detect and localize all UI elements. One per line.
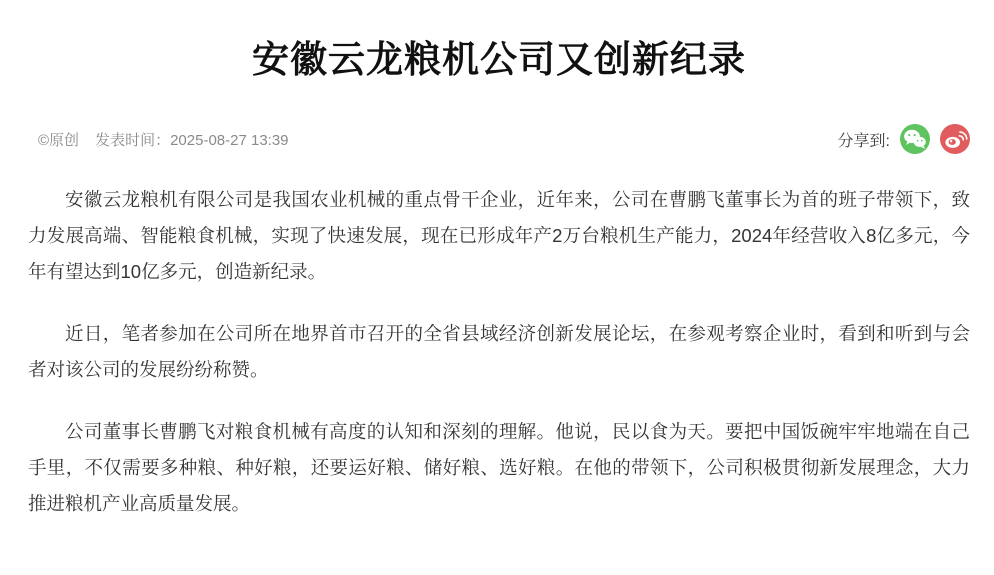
weibo-icon — [940, 124, 970, 154]
share-bar — [838, 124, 970, 154]
article-page — [0, 36, 994, 575]
copyright-badge: ©原创 — [38, 131, 80, 149]
share-wechat-button[interactable] — [900, 124, 930, 154]
meta-info — [28, 129, 289, 150]
share-label: 分享到: — [837, 132, 890, 150]
publish-time-value: 2025-08-27 13:39 — [170, 131, 289, 149]
article-title: 安徽云龙粮机公司又创新纪录 — [252, 39, 746, 80]
wechat-icon — [900, 124, 930, 154]
paragraph: 近日，笔者参加在公司所在地界首市召开的全省县域经济创新发展论坛，在参观考察企业时，看到和听到与会者对该公司的发展纷纷称赞。 — [28, 323, 970, 380]
meta-row — [28, 124, 970, 154]
paragraph: 公司董事长曹鹏飞对粮食机械有高度的认知和深刻的理解。他说，民以食为天。要把中国饭碗牢牢地端在自己手里，不仅需要多种粮、种好粮，还要运好粮、储好粮、选好粮。在他的带领下，公司积极贯彻新发展理念，大力推进粮机产业高质量发展。 — [28, 421, 970, 514]
publish-time — [95, 129, 288, 150]
article-body — [28, 182, 970, 522]
paragraph: 安徽云龙粮机有限公司是我国农业机械的重点骨干企业，近年来，公司在曹鹏飞董事长为首的班子带领下，致力发展高端、智能粮食机械，实现了快速发展，现在已形成年产2万台粮机生产能力，2024年经营收入8亿多元，今年有望达到10亿多元，创造新纪录。 — [28, 189, 970, 282]
publish-time-label: 发表时间： — [95, 131, 171, 149]
share-weibo-button[interactable] — [940, 124, 970, 154]
